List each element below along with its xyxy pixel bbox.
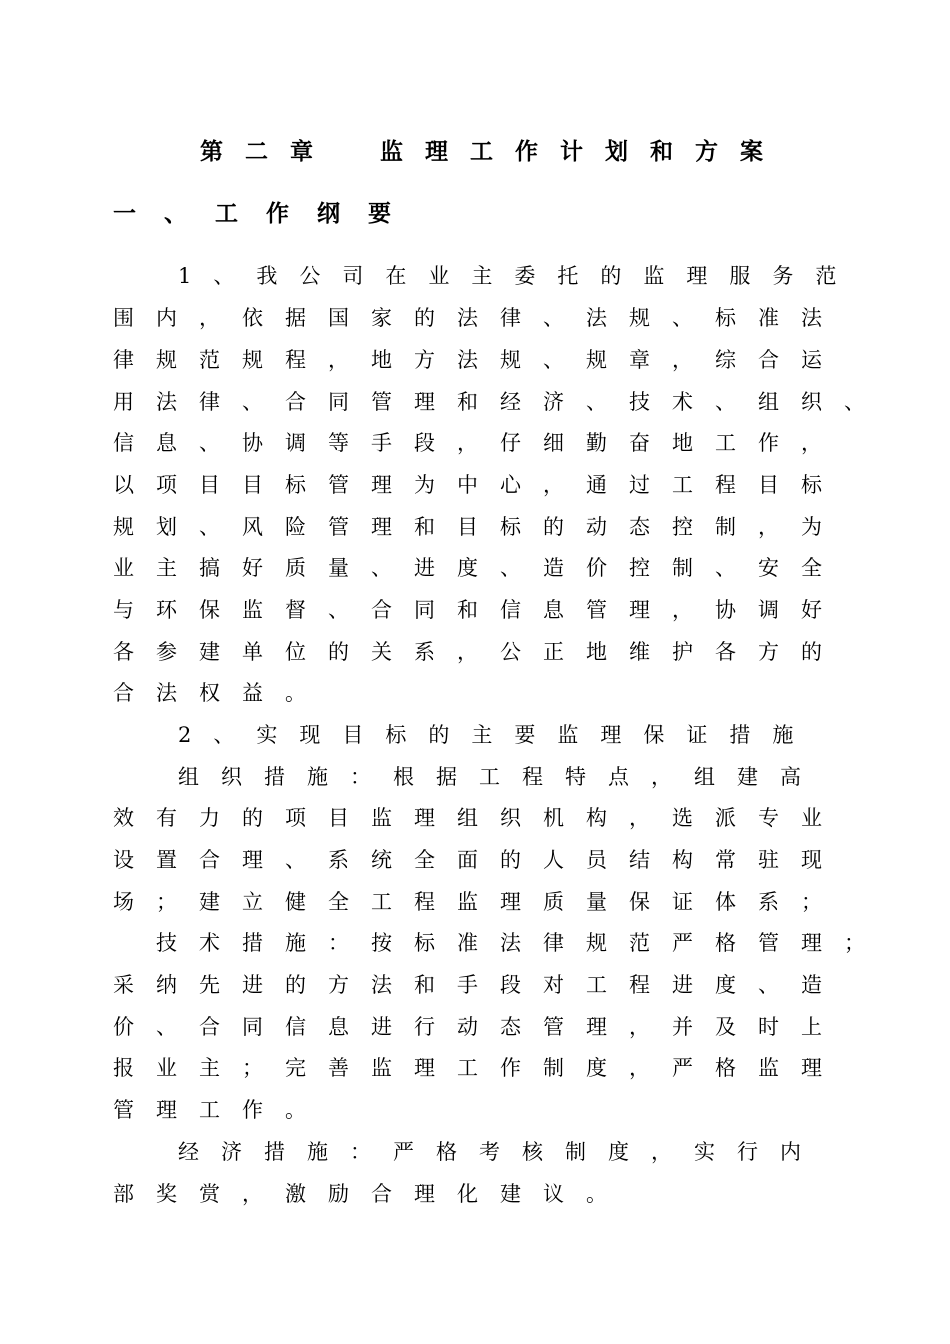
text-line: 采纳先进的方法和手段对工程进度、造 xyxy=(113,973,844,997)
text-line: 围内，依据国家的法律、法规、标准法 xyxy=(113,306,844,330)
text-line: 与环保监督、合同和信息管理，协调好 xyxy=(113,598,844,622)
text-line: 报业主；完善监理工作制度，严格监理 xyxy=(113,1056,844,1080)
text-line: 价、合同信息进行动态管理，并及时上 xyxy=(113,1015,844,1039)
text-line: 2、实现目标的主要监理保证措施 xyxy=(178,723,816,747)
text-line: 经济措施：严格考核制度，实行内 xyxy=(178,1140,823,1164)
text-line: 各参建单位的关系，公正地维护各方的 xyxy=(113,640,844,664)
text-line: 律规范规程，地方法规、规章，综合运 xyxy=(113,348,844,372)
text-line: 1、我公司在业主委托的监理服务范 xyxy=(178,264,859,288)
text-line: 用法律、合同管理和经济、技术、组织、 xyxy=(113,390,887,414)
text-line: 设置合理、系统全面的人员结构常驻现 xyxy=(113,848,844,872)
chapter-title: 第二章 监理工作计划和方案 xyxy=(200,138,785,165)
text-line: 部奖赏，激励合理化建议。 xyxy=(113,1182,629,1206)
text-line: 效有力的项目监理组织机构，选派专业 xyxy=(113,806,844,830)
text-line: 业主搞好质量、进度、造价控制、安全 xyxy=(113,556,844,580)
text-line: 管理工作。 xyxy=(113,1098,328,1122)
text-line: 组织措施：根据工程特点，组建高 xyxy=(178,765,823,789)
text-line: 技术措施：按标准法律规范严格管理； xyxy=(156,931,887,955)
text-line: 信息、协调等手段，仔细勤奋地工作， xyxy=(113,431,844,455)
text-line: 合法权益。 xyxy=(113,681,328,705)
section-title: 一、工作纲要 xyxy=(113,200,419,227)
text-line: 规划、风险管理和目标的动态控制，为 xyxy=(113,515,844,539)
text-line: 场；建立健全工程监理质量保证体系； xyxy=(113,890,844,914)
text-line: 以项目目标管理为中心，通过工程目标 xyxy=(113,473,844,497)
